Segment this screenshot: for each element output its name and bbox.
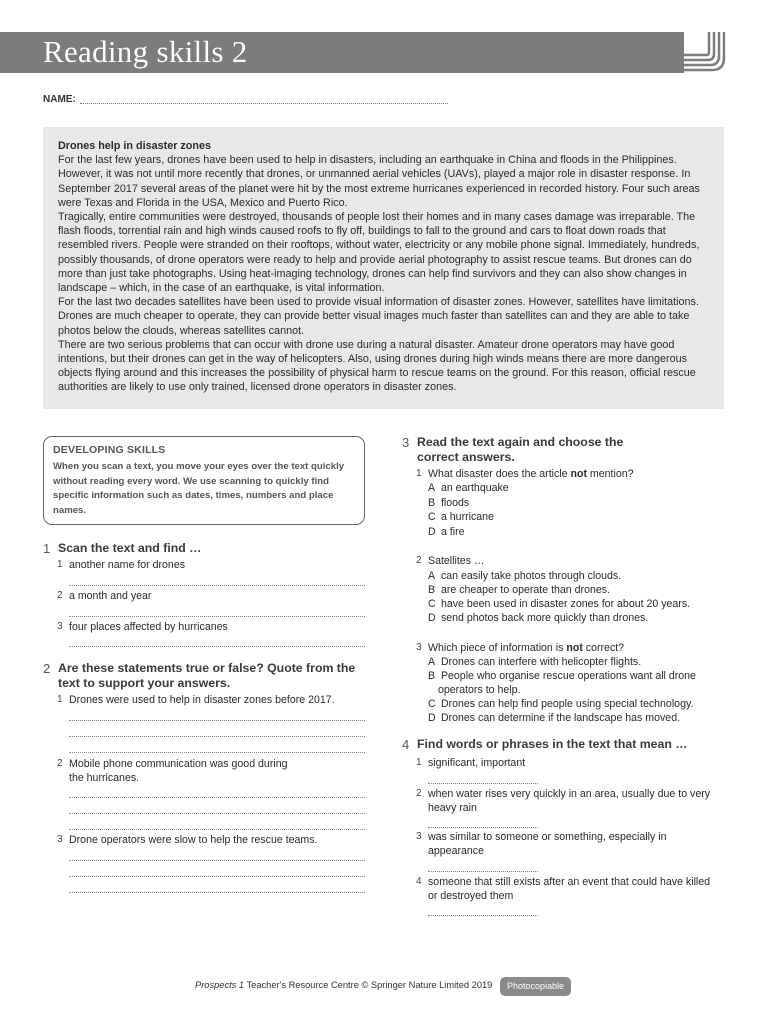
section-heading-text: correct answers. [417,450,515,464]
answer-option[interactable]: D a fire [428,526,465,538]
article-paragraph: For the last two decades satellites have been used to provide visual information of disaster zones. However, satellites have limitations. Drones are much cheaper to operate, they can provide better visual images much faster than satellites can and they are able to take photos below the clouds, whereas satellites cannot. [58,296,699,337]
section-heading-text: Scan the text and find … [58,541,202,555]
question-item: 1 Drones were used to help in disaster zones before 2017. [57,694,335,706]
answer-line[interactable] [69,752,365,753]
photocopiable-badge: Photocopiable [500,977,571,996]
section-heading-text: text to support your answers. [58,676,231,690]
answer-line[interactable] [69,860,365,861]
question-item: 2 when water rises very quickly in an area, usually due to very heavy rain [416,788,711,814]
question-item: 1 significant, important [416,757,526,769]
section-4-heading [402,737,688,752]
answer-option-continued: operators to help. [438,684,521,696]
developing-skills-text: When you scan a text, you move your eyes over the text quickly without reading every word. We use scanning to quickly find specific information such as dates, times, numbers and place names. [53,461,345,516]
answer-option[interactable]: B floods [428,497,470,509]
answer-option[interactable]: D send photos back more quickly than drones. [428,612,649,624]
answer-line[interactable] [69,892,365,893]
article-paragraph: There are two serious problems that can occur with drone use during a natural disaster. Amateur drone operators may have good intentions, but their drones can get in the way of helicopters. Also, using drones during high winds means there are more dangerous objects flying around and this increases the possibility of physical harm to rescue teams on the ground. For this reason, official rescue authorities are likely to use only trained, licensed drone operators in disaster zones. [58,338,696,394]
section-heading-text: Read the text again and choose the [417,435,624,449]
answer-option[interactable]: A Drones can interfere with helicopter flights. [428,656,642,668]
footer-credit: Prospects 1 Teacher's Resource Centre © Springer Nature Limited 2019 [195,980,493,990]
question-item: 3 was similar to someone or something, especially in appearance [416,831,667,857]
section-number: 4 [402,737,410,752]
question-item: 1 another name for drones [57,559,186,571]
article-box [43,127,724,409]
question-item: 2 Mobile phone communication was good during the hurricanes. [57,758,288,784]
question-item: 2 a month and year [57,590,152,602]
question-item: 1 What disaster does the article not mention? [416,468,634,480]
question-item: 2 Satellites … [416,555,485,567]
answer-line[interactable] [69,829,365,830]
answer-option[interactable]: A an earthquake [428,482,509,494]
answer-option[interactable]: C have been used in disaster zones for about 20 years. [428,598,691,610]
answer-line[interactable] [69,720,365,721]
article-paragraph: For the last few years, drones have been used to help in disasters, including an earthquake in China and floods in the Philippines. However, it was not until more recently that drones, or unmanned aerial vehicles (UAVs), played a major role in disaster response. In September 2017 several areas of the planet were hit by the most extreme hurricanes experienced in recorded history. Four such areas were Texas and Florida in the USA, Mexico and Puerto Rico. [58,154,700,209]
section-2-heading [43,661,356,691]
question-item: 3 Which piece of information is not correct? [416,642,625,654]
curved-lines-icon [684,32,768,73]
answer-line[interactable] [69,585,365,586]
name-label: NAME: [43,94,76,105]
answer-line[interactable] [428,827,538,828]
section-number: 1 [43,541,51,556]
answer-line[interactable] [428,783,538,784]
name-field[interactable] [80,103,448,104]
publisher-logo [683,32,768,73]
section-heading-text: Find words or phrases in the text that mean … [417,737,688,751]
developing-skills-box [43,436,365,525]
answer-line[interactable] [69,876,365,877]
section-number: 2 [43,661,51,676]
answer-line[interactable] [69,736,365,737]
answer-line[interactable] [69,797,365,798]
answer-line[interactable] [428,871,538,872]
section-heading-text: Are these statements true or false? Quote from the [58,661,356,675]
answer-option[interactable]: B are cheaper to operate than drones. [428,584,610,596]
answer-line[interactable] [69,813,365,814]
article-paragraph: Tragically, entire communities were destroyed, thousands of people lost their homes and in many cases damage was irreparable. The flash floods, torrential rain and high winds caused roofs to fly off, buildings to fall to the ground and cars to float down roads that resembled rivers. People were stranded on their rooftops, without water, electricity or any mobile phone signal. Immediately, hundreds, possibly thousands, of drone operators were ready to help and provide aerial photography to assist rescue teams. But drones can do more than just take photographs. Using heat-imaging technology, drones can help find survivors and they can also show changes in landscape – which, in the case of an earthquake, is vital information. [58,211,700,295]
page-title: Reading skills 2 [43,34,248,69]
answer-option[interactable]: D Drones can determine if the landscape has moved. [428,712,681,724]
question-item: 4 someone that still exists after an event that could have killed or destroyed them [416,876,711,902]
answer-option[interactable]: B People who organise rescue operations want all drone [428,670,696,682]
answer-option[interactable]: C Drones can help find people using special technology. [428,698,694,710]
answer-option[interactable]: C a hurricane [428,511,494,523]
answer-option[interactable]: A can easily take photos through clouds. [428,570,622,582]
section-number: 3 [402,435,410,450]
section-3-heading [402,435,624,465]
answer-line[interactable] [69,616,365,617]
article-title: Drones help in disaster zones [58,140,211,152]
developing-skills-title: DEVELOPING SKILLS [53,444,166,456]
section-1-heading [43,541,202,556]
answer-line[interactable] [69,646,365,647]
answer-line[interactable] [428,915,538,916]
question-item: 3 four places affected by hurricanes [57,621,228,633]
question-item: 3 Drone operators were slow to help the rescue teams. [57,834,318,846]
